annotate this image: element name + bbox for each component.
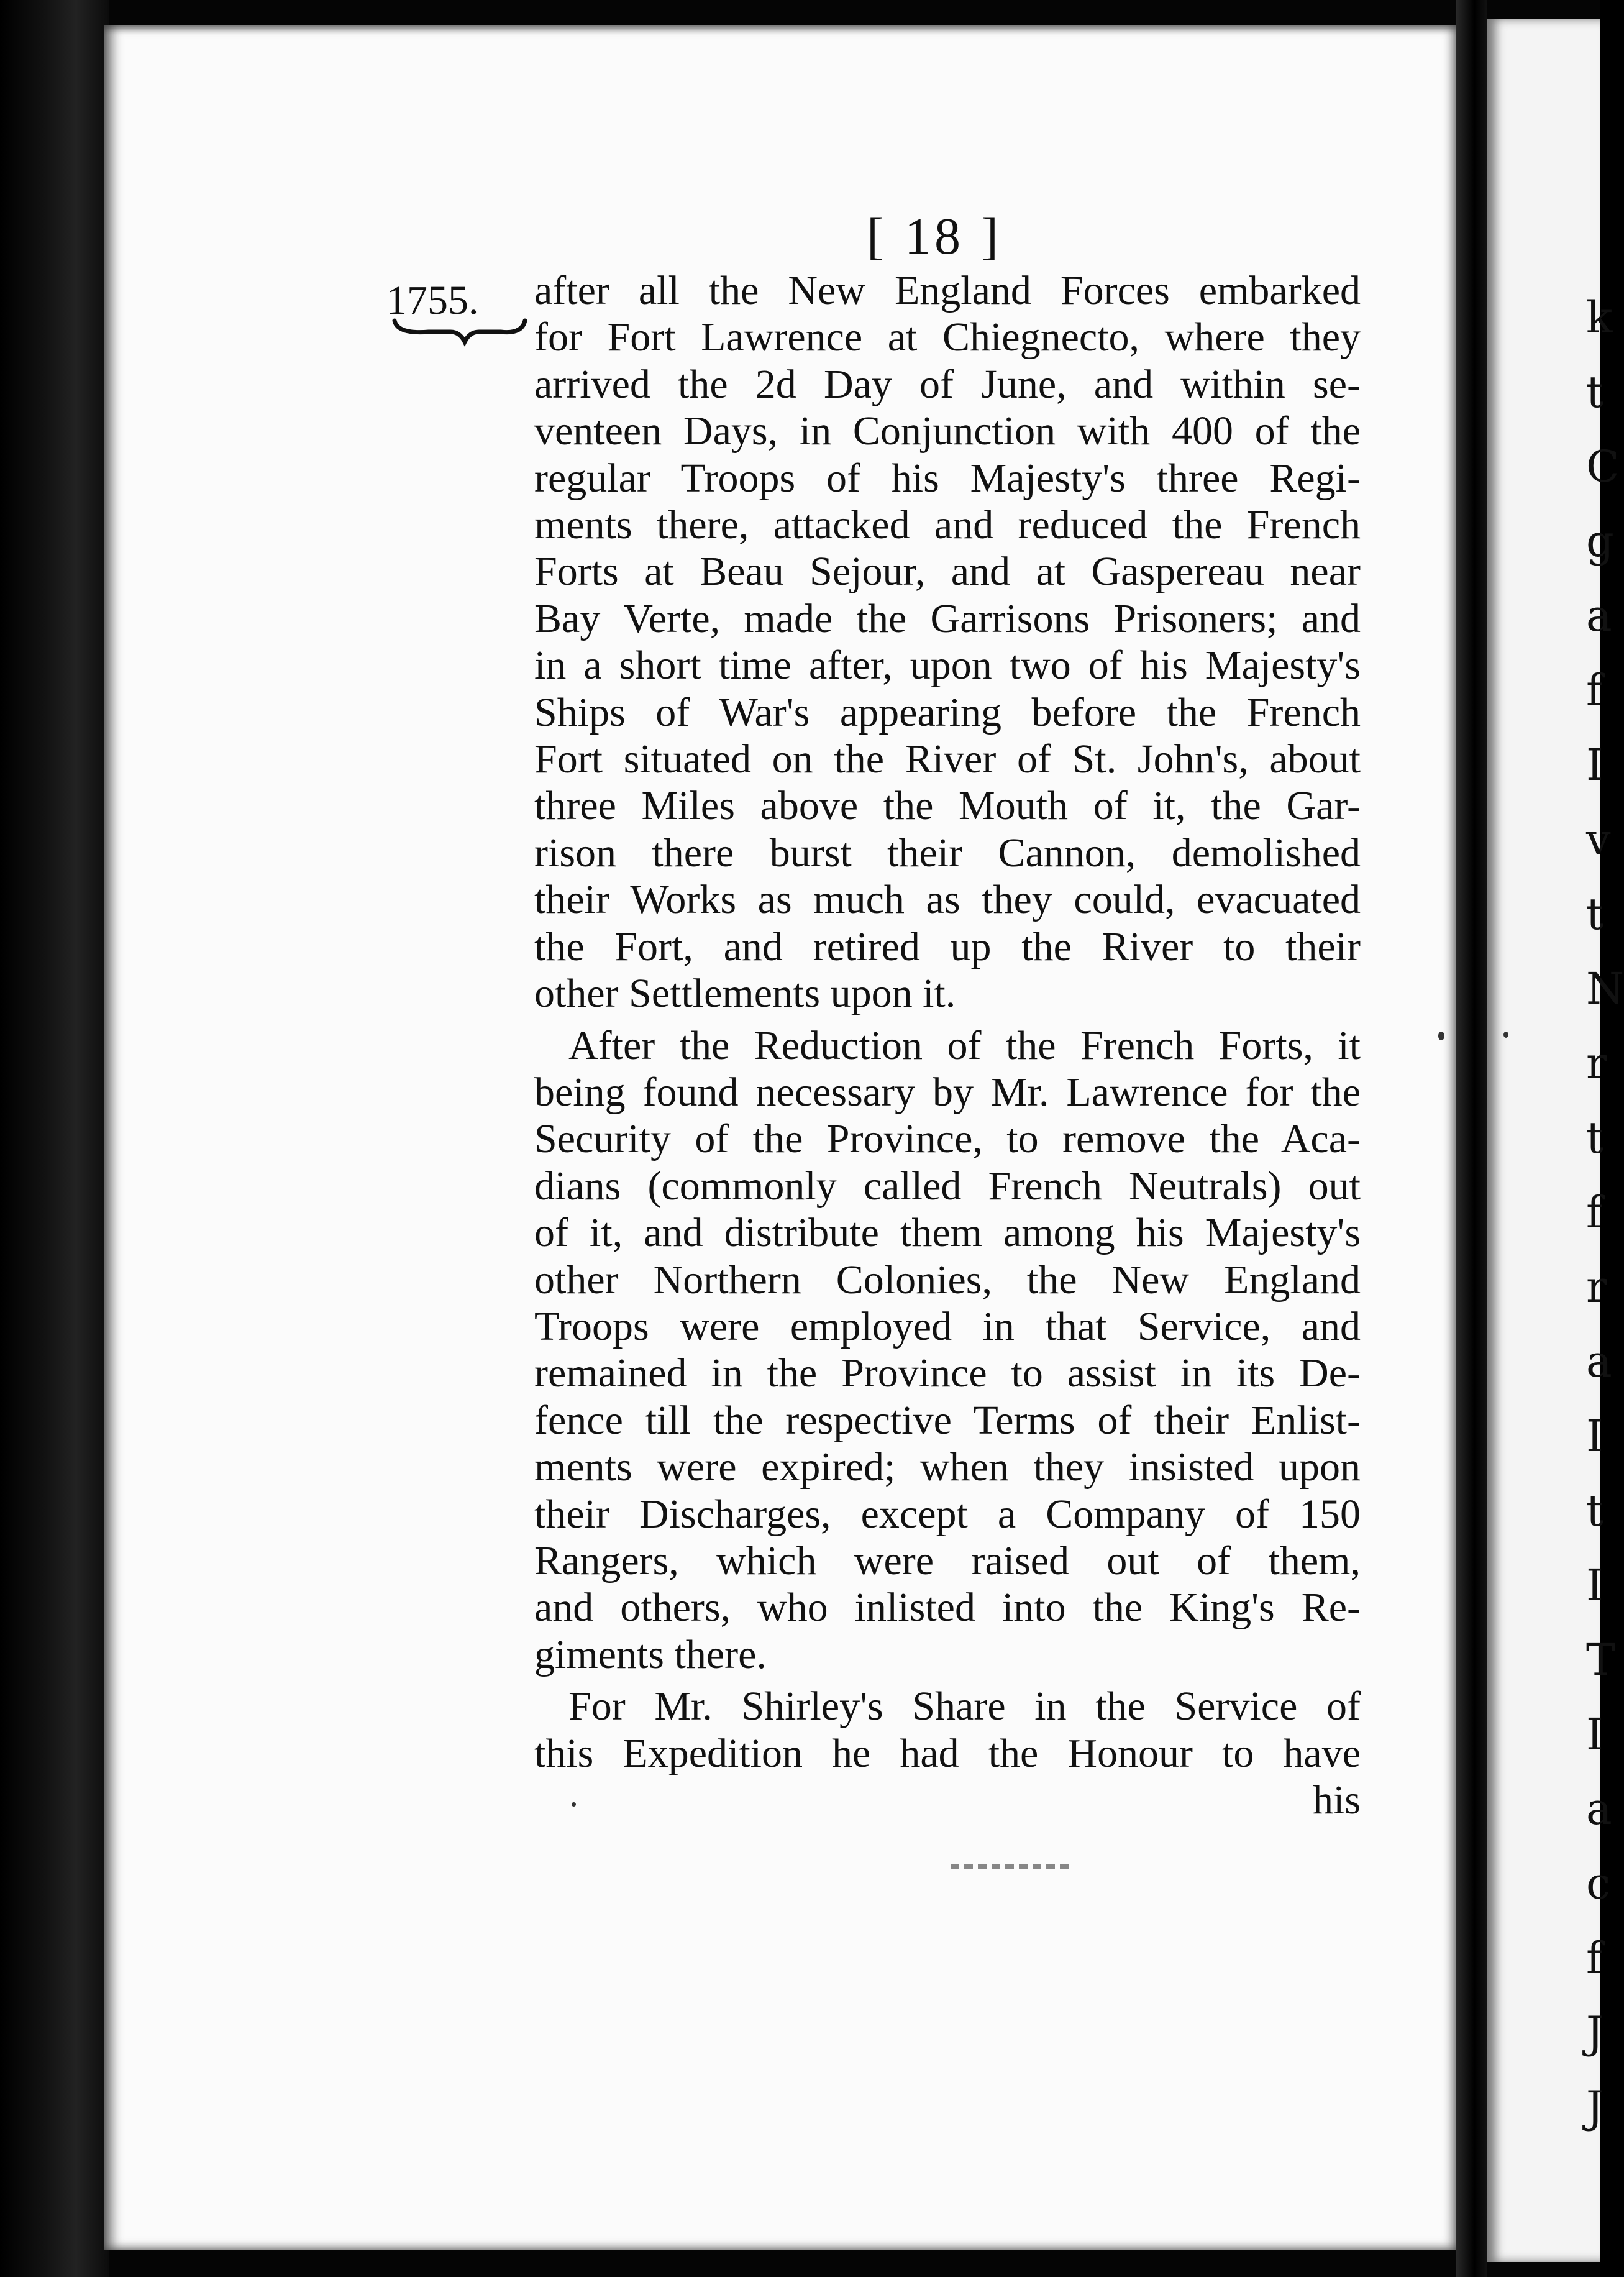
text-line: fence till the respective Terms of their Enlist- xyxy=(534,1397,1361,1443)
text-line: remained in the Province to assist in its De- xyxy=(534,1350,1361,1396)
body-text xyxy=(534,267,1373,1823)
text-line: arrived the 2d Day of June, and within se- xyxy=(534,361,1361,407)
text-line: Ships of War's appearing before the French xyxy=(534,689,1361,735)
ink-speck xyxy=(1438,1032,1444,1040)
text-line: other Northern Colonies, the New England xyxy=(534,1257,1361,1303)
next-page-edge-char: r xyxy=(1586,1262,1607,1313)
next-page-edge-char: I xyxy=(1586,1560,1603,1611)
next-page-edge-char: t xyxy=(1586,367,1604,418)
next-page-edge-char: N xyxy=(1586,963,1624,1014)
text-line: other Settlements upon it. xyxy=(534,971,956,1017)
next-page-edge-char: I xyxy=(1586,740,1603,790)
next-page-edge-char: g xyxy=(1586,516,1614,567)
text-line: venteen Days, in Conjunction with 400 of the xyxy=(534,408,1361,454)
margin-brace xyxy=(391,316,528,347)
next-page-edge-char: f xyxy=(1586,1933,1602,1984)
next-page-edge-char: t xyxy=(1586,1485,1604,1536)
next-page-edge-char: f xyxy=(1586,665,1602,716)
catchword: his xyxy=(1312,1777,1361,1823)
next-page-edge-char: a xyxy=(1586,1336,1612,1387)
next-page-edge-char: k xyxy=(1586,292,1613,343)
text-line: for Fort Lawrence at Chiegnecto, where they xyxy=(534,314,1361,360)
ink-smudge xyxy=(951,1864,1069,1869)
text-line: Forts at Beau Sejour, and at Gaspereau near xyxy=(534,549,1361,595)
text-line: their Works as much as they could, evacuated xyxy=(534,877,1361,923)
next-page-edge-char: r xyxy=(1586,1038,1607,1089)
text-line: in a short time after, upon two of his Majesty's xyxy=(534,643,1361,689)
next-page-edge-char: J xyxy=(1586,2007,1604,2058)
next-page-edge-char: T xyxy=(1586,1634,1615,1685)
paragraph-2 xyxy=(534,1022,1373,1679)
text-line: Troops were employed in that Service, and xyxy=(534,1303,1361,1349)
book-gutter xyxy=(1456,0,1487,2277)
next-page-edge-char: t xyxy=(1586,889,1604,940)
ink-speck xyxy=(1503,1032,1508,1038)
text-line: dians (commonly called French Neutrals) out xyxy=(534,1163,1361,1209)
next-page-edge-char: I xyxy=(1586,1709,1603,1760)
next-page-edge-char: I xyxy=(1586,1411,1603,1462)
text-line: being found necessary by Mr. Lawrence for the xyxy=(534,1069,1361,1115)
text-line: their Discharges, except a Company of 150 xyxy=(534,1491,1361,1537)
next-page-edge-char: a xyxy=(1586,590,1612,641)
book-left-edge xyxy=(0,0,109,2277)
text-line: Bay Verte, made the Garrisons Prisoners; and xyxy=(534,595,1361,641)
text-line: Security of the Province, to remove the Aca- xyxy=(534,1116,1361,1162)
text-line: rison there burst their Cannon, demolished xyxy=(534,830,1361,876)
next-page-edge-char: J xyxy=(1586,2082,1604,2133)
text-line: ments were expired; when they insisted upon xyxy=(534,1444,1361,1490)
paragraph-1 xyxy=(534,267,1373,1017)
next-page-edge-char: C xyxy=(1586,441,1620,492)
text-line: the Fort, and retired up the River to their xyxy=(534,923,1361,969)
paragraph-3 xyxy=(534,1683,1373,1777)
text-line: after all the New England Forces embarked xyxy=(534,268,1361,313)
text-line: giments there. xyxy=(534,1631,767,1677)
ink-speck xyxy=(572,1802,576,1807)
page-header: [ 18 ] xyxy=(867,208,1002,265)
text-line: For Mr. Shirley's Share in the Service of xyxy=(568,1684,1361,1730)
text-line: three Miles above the Mouth of it, the Gar- xyxy=(534,783,1361,829)
text-line: of it, and distribute them among his Majesty's xyxy=(534,1210,1361,1256)
text-line: After the Reduction of the French Forts, it xyxy=(568,1022,1361,1068)
next-page-edge-char: t xyxy=(1586,1112,1604,1163)
text-line: regular Troops of his Majesty's three Regi- xyxy=(534,455,1361,501)
text-line: this Expedition he had the Honour to have xyxy=(534,1730,1361,1776)
next-page-edge xyxy=(1487,19,1624,2262)
next-page-edge-char: a xyxy=(1586,1784,1612,1835)
text-line: Fort situated on the River of St. John's, about xyxy=(534,736,1361,782)
margin-year: 1755. xyxy=(386,278,479,323)
text-line: ments there, attacked and reduced the French xyxy=(534,502,1361,548)
next-page-edge-char: c xyxy=(1586,1858,1611,1909)
next-page-edge-char: f xyxy=(1586,1187,1602,1238)
text-line: Rangers, which were raised out of them, xyxy=(534,1537,1361,1583)
next-page-edge-char: v xyxy=(1586,814,1611,865)
text-line: and others, who inlisted into the King's Re- xyxy=(534,1585,1361,1631)
